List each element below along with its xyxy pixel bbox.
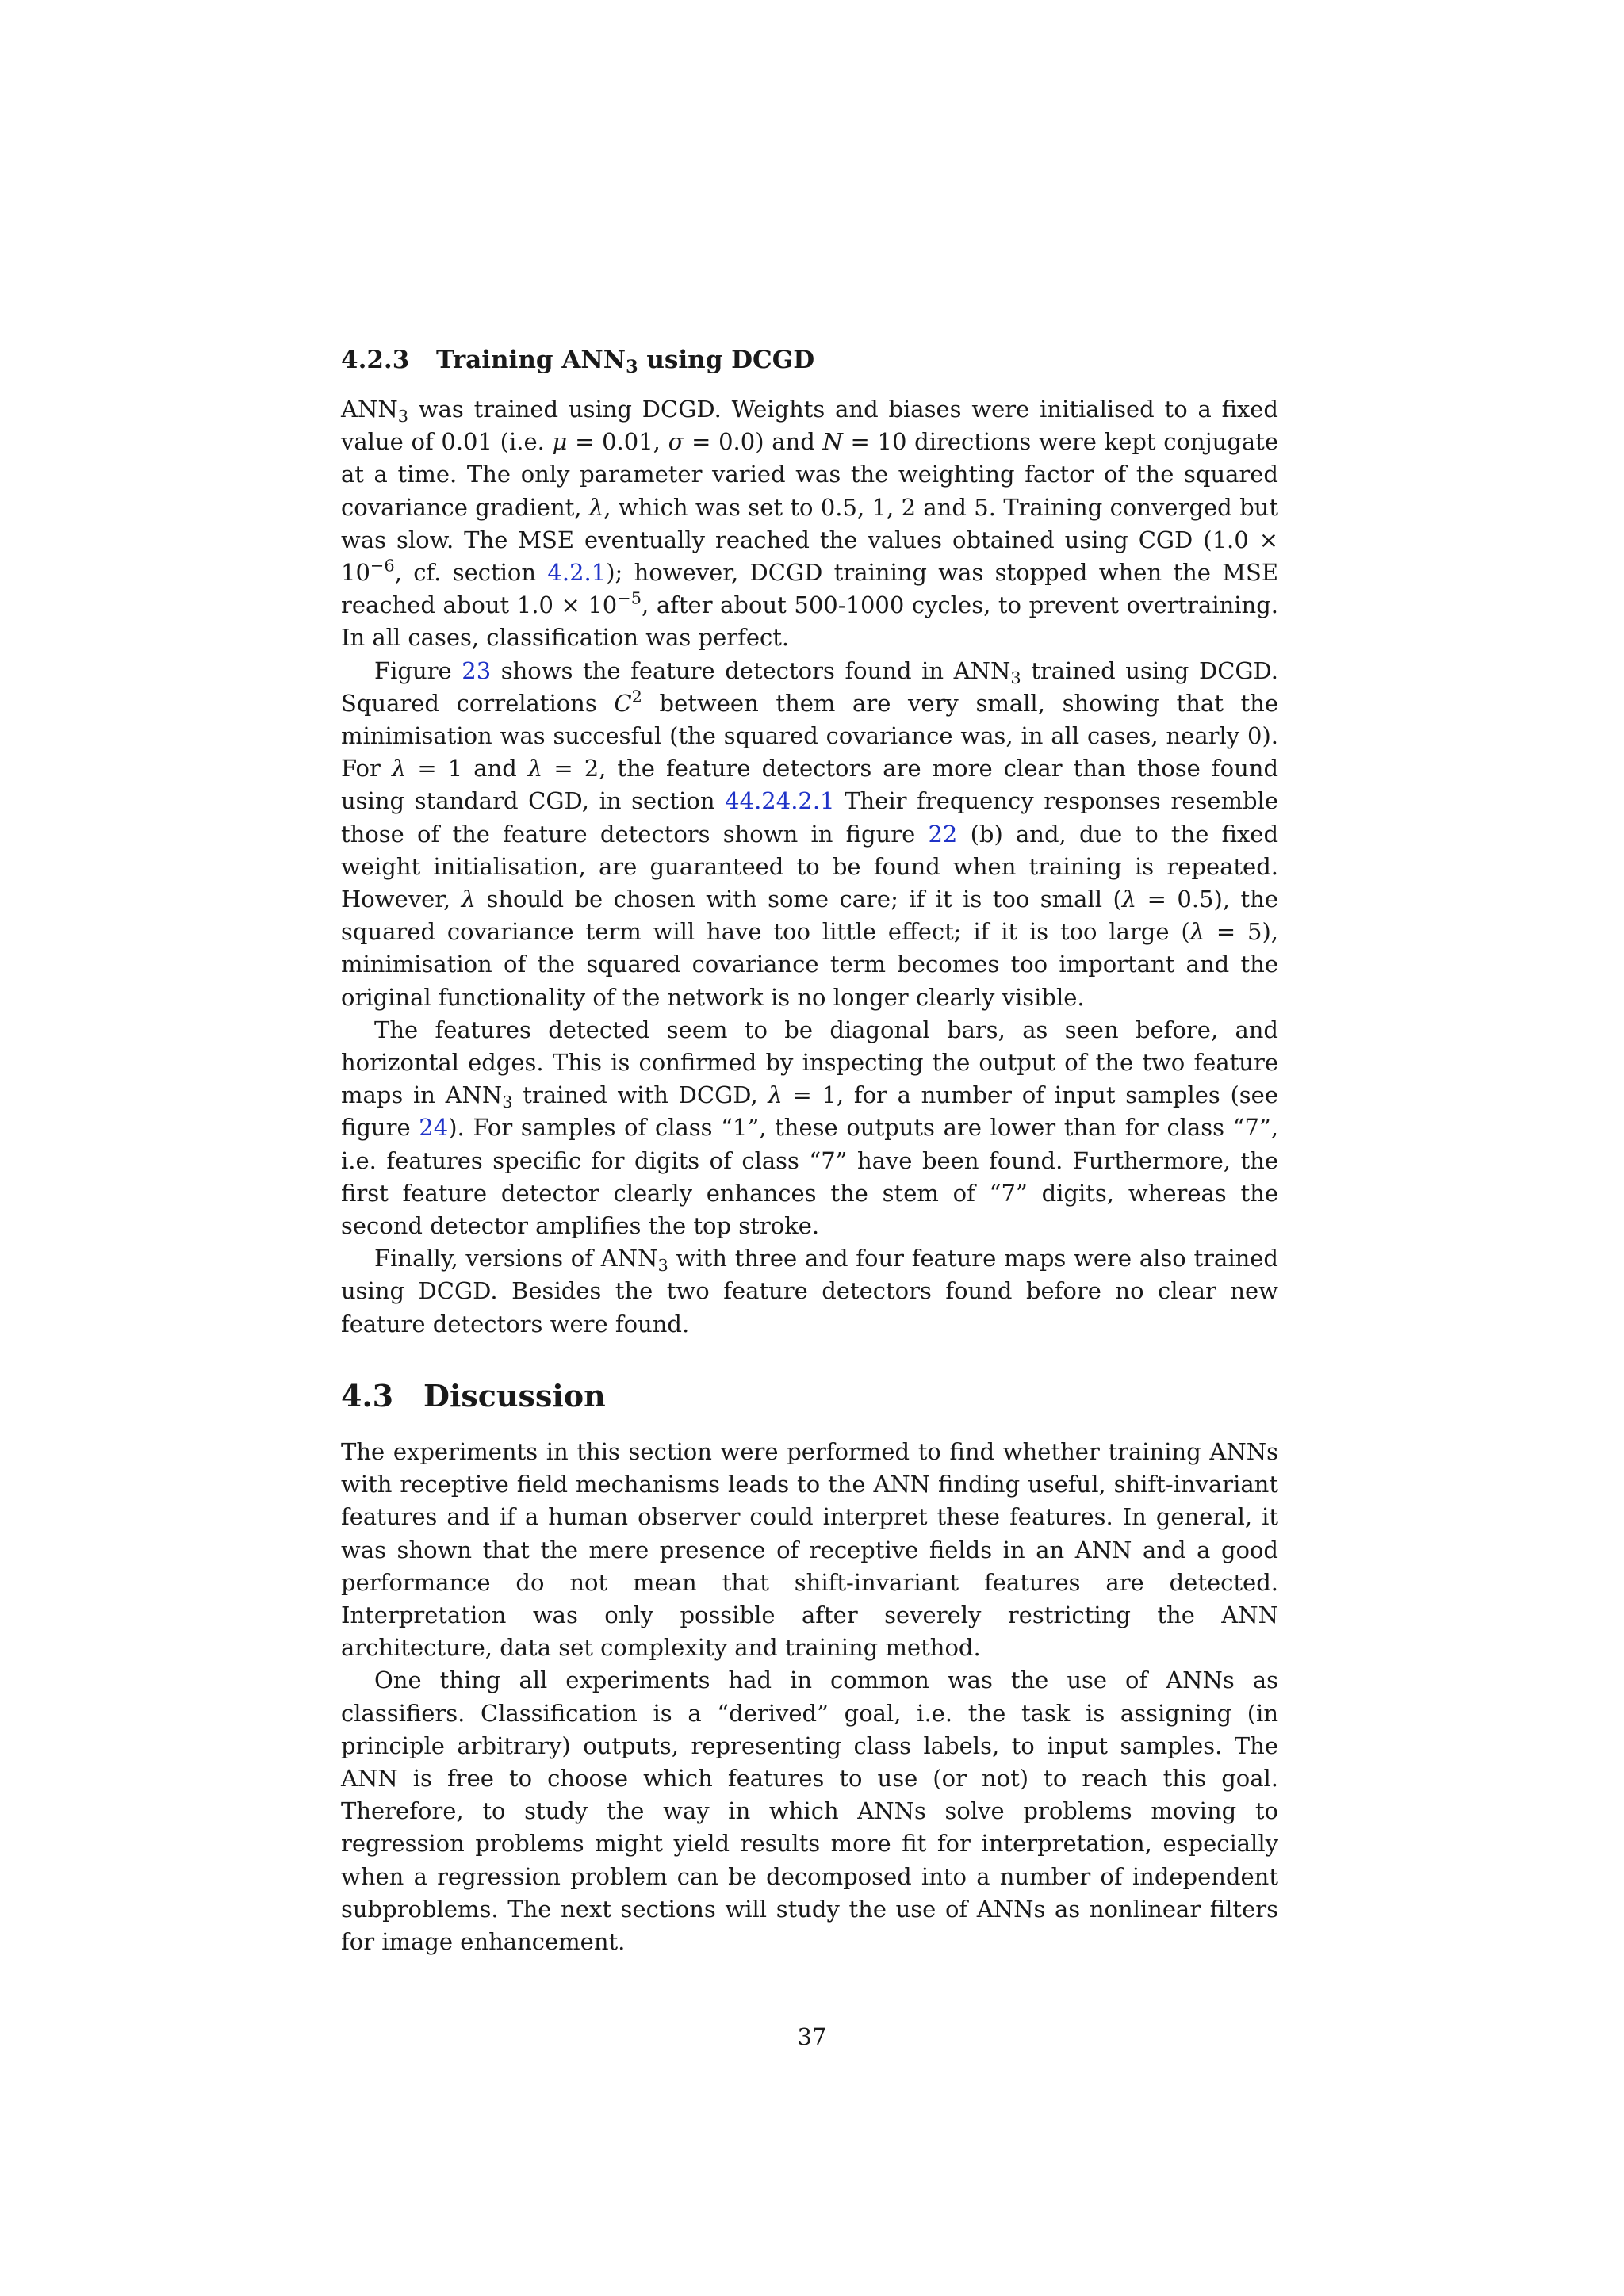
paragraph-1: $ANN_3$ was trained using DCGD. Weights and biases were initialised to a fixed value of 0.01 (i.e. μ = 0.01, σ = 0.0) and N = 10 directions were kept conjugate at a time. The only parameter varied was the weighting factor of the squared covariance gradient, λ, which was set to 0.5, 1, 2 and 5. Training converged but was slow. The MSE eventually reached the values obtained using CGD ($1.0 \times 10^{-6}$, cf. section 4.2.1); however, DCGD training was stopped when the MSE reached about $1.0 \times 10^{-5}$, after about 500-1000 cycles, to prevent overtraining. In all cases, classification was perfect. xyxy=(341,396,1279,652)
section-link-4-2-1-b[interactable]: 44.24.2.1 xyxy=(725,787,835,815)
subsection-number: 4.2.3 xyxy=(341,346,410,374)
paragraph-5: The experiments in this section were performed to find whether training ANNs with receptive field mechanisms leads to the ANN finding useful, shift-invariant features and if a human observer could interpret these features. In general, it was shown that the mere presence of receptive fields in an ANN and a good performance do not mean that shift-invariant features are detected. Interpretation was only possible after severely restricting the ANN architecture, data set complexity and training method. xyxy=(341,1437,1278,1662)
section-number: 4.3 xyxy=(341,1377,394,1414)
section-link-4-2-1[interactable]: 4.2.1 xyxy=(547,559,607,587)
page-number: 37 xyxy=(797,2023,827,2050)
figure-link-22[interactable]: 22 xyxy=(928,820,958,848)
paragraph-4: Finally, versions of $ANN_3$ with three and four feature maps were also trained using DCGD. Besides the two feature detectors found before no clear new feature detectors were found. xyxy=(341,1245,1278,1337)
section-heading-4-3 xyxy=(341,1376,1278,1417)
section-title: Discussion xyxy=(423,1377,606,1414)
page-content xyxy=(341,342,1278,1958)
figure-link-23[interactable]: 23 xyxy=(462,656,492,684)
paragraph-3: The features detected seem to be diagonal bars, as seen before, and horizontal edges. This is confirmed by inspecting the output of the two feature maps in $ANN_3$ trained with DCGD, λ = 1, for a number of input samples (see figure 24). For samples of class “1”, these outputs are lower than for class “7”, i.e. features specific for digits of class “7” have been found. Furthermore, the first feature detector clearly enhances the stem of “7” digits, whereas the second detector amplifies the top stroke. xyxy=(341,1016,1279,1240)
paragraph-6: One thing all experiments had in common was the use of ANNs as classifiers. Classification is a “derived” goal, i.e. the task is assigning (in principle arbitrary) outputs, representing class labels, to input samples. The ANN is free to choose which features to use (or not) to reach this goal. Therefore, to study the way in which ANNs solve problems moving to regression problems might yield results more fit for interpretation, especially when a regression problem can be decomposed into a number of independent subproblems. The next sections will study the use of ANNs as nonlinear filters for image enhancement. xyxy=(341,1667,1278,1955)
subsection-title: Training $ANN_3$ using DCGD xyxy=(436,346,815,378)
paragraph-2: Figure 23 shows the feature detectors found in $ANN_3$ trained using DCGD. Squared correlations $C^2$ between them are very small, showing that the minimisation was succesful (the squared covariance was, in all cases, nearly 0). For λ = 1 and λ = 2, the feature detectors are more clear than those found using standard CGD, in section 44.24.2.1 Their frequency responses resemble those of the feature detectors shown in figure 22 (b) and, due to the fixed weight initialisation, are guaranteed to be found when training is repeated. However, λ should be chosen with some care; if it is too small (λ = 0.5), the squared covariance term will have too little effect; if it is too large (λ = 5), minimisation of the squared covariance term becomes too important and the original functionality of the network is no longer clearly visible. xyxy=(341,656,1279,1011)
figure-link-24[interactable]: 24 xyxy=(419,1114,449,1142)
subsection-heading-4-2-3 xyxy=(341,342,1278,377)
